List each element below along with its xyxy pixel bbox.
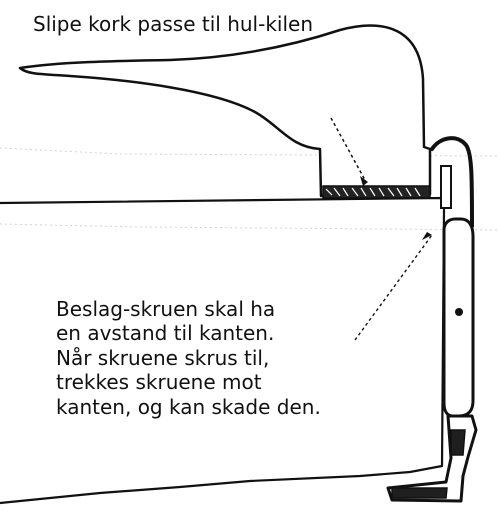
note-line-4: trekkes skruene mot [56, 370, 262, 395]
note-line-3: Når skruene skrus til, [56, 345, 270, 370]
top-instruction-label: Slipe kork passe til hul-kilen [33, 12, 313, 36]
lower-bracket-foot [392, 488, 447, 498]
hinge-stem [441, 166, 451, 208]
note-line-2: en avstand til kanten. [56, 321, 275, 346]
lower-bracket-screw-area [451, 430, 465, 455]
screw-warning-note [56, 297, 321, 419]
note-line-5: kanten, og kan skade den. [56, 394, 321, 419]
cork-strip [323, 186, 430, 198]
note-line-1: Beslag-skruen skal ha [56, 297, 276, 321]
right-hardware-plate [444, 219, 473, 416]
plate-screw-icon [455, 308, 463, 316]
